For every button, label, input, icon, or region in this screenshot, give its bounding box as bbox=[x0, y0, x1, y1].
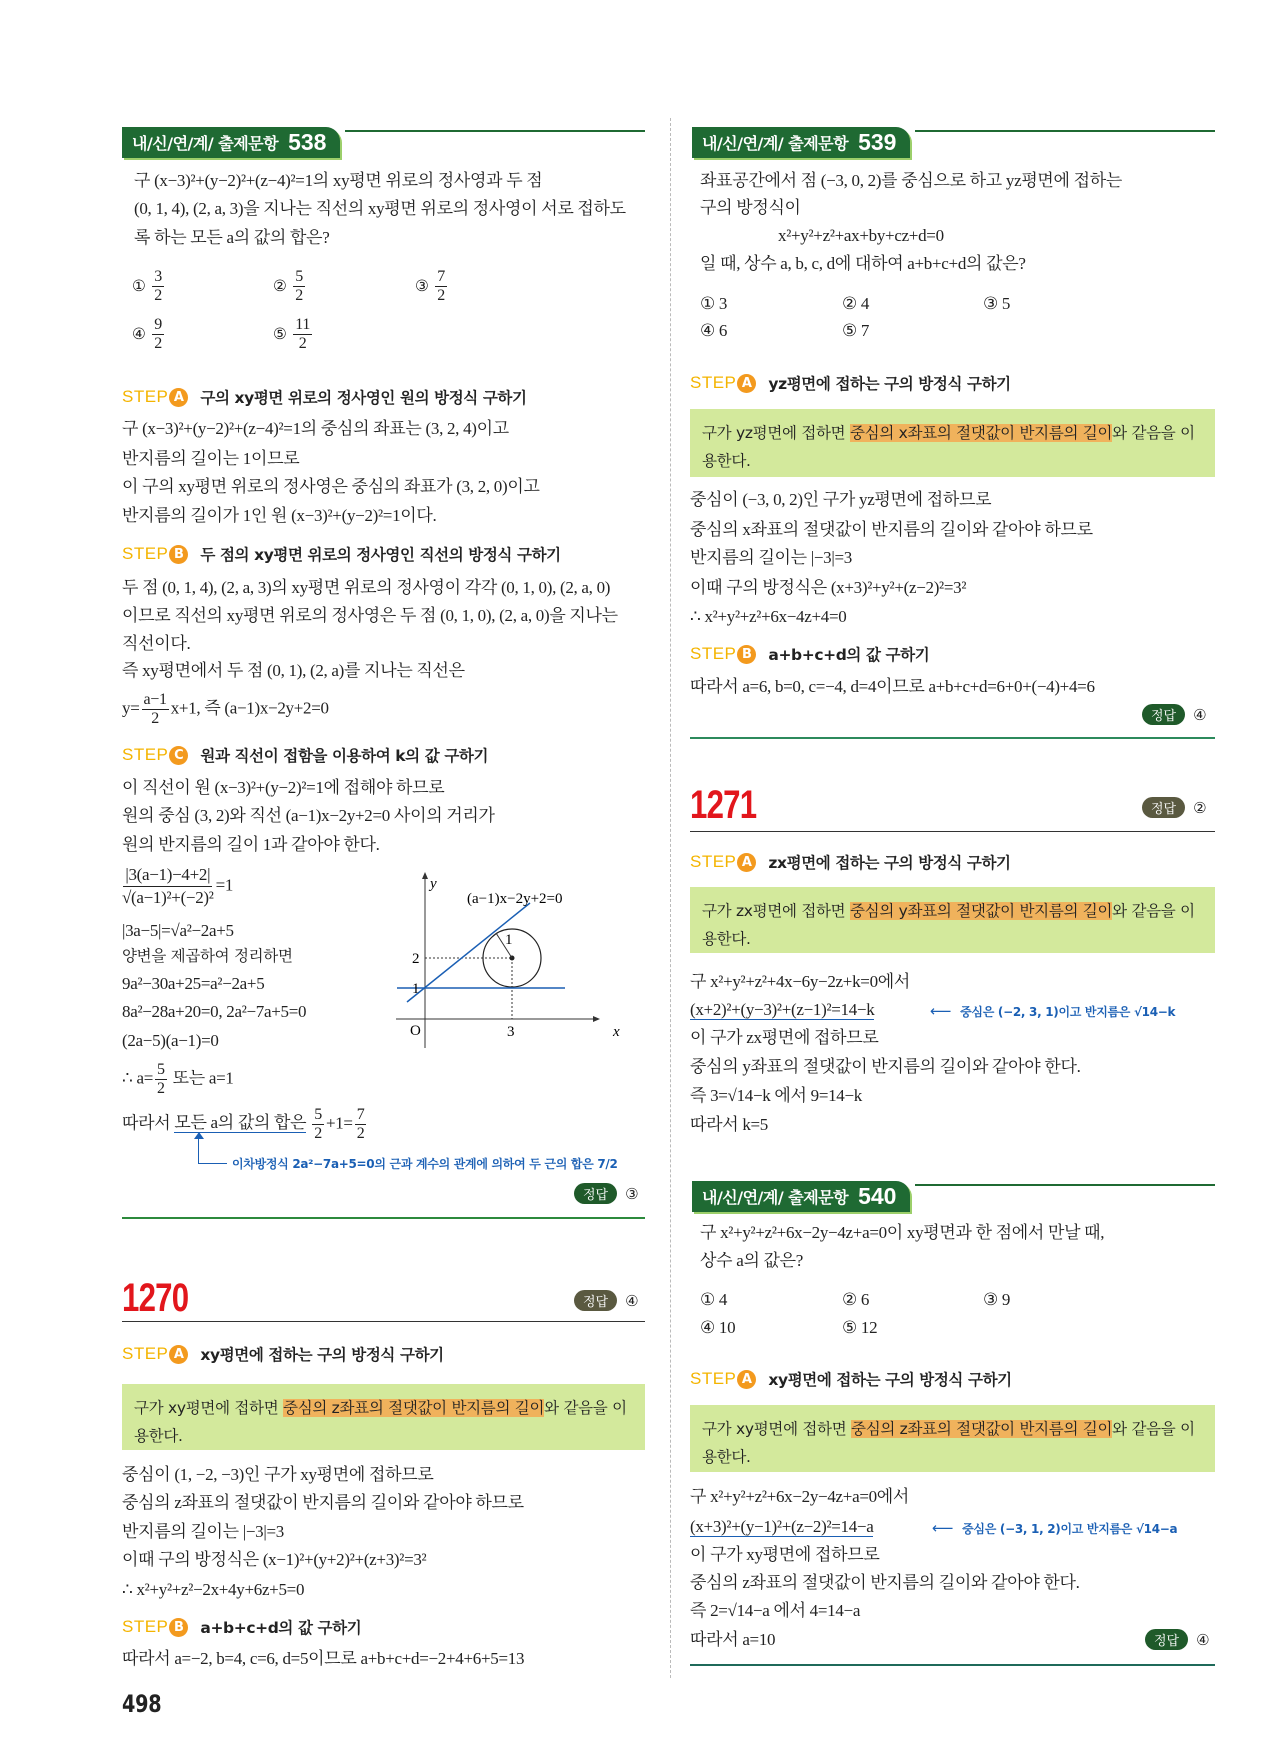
eq-prefix: y= bbox=[122, 698, 140, 718]
solution-line: 이 구의 xy평면 위로의 정사영은 중심의 좌표가 (3, 2, 0)이고 bbox=[122, 477, 540, 496]
step-letter-badge: B bbox=[737, 645, 756, 664]
fraction bbox=[155, 1061, 167, 1098]
choice-mark: ② bbox=[273, 277, 287, 295]
choice-mark: ④ bbox=[132, 325, 146, 343]
highlighted-text: 중심의 y좌표의 절댓값이 반지름의 길이 bbox=[849, 902, 1113, 920]
step-a-heading bbox=[690, 1368, 1012, 1390]
solution-line: 이므로 직선의 xy평면 위로의 정사영은 두 점 (0, 1, 0), (2, a, 0)을 지나는 bbox=[122, 606, 618, 625]
highlighted-text: 중심의 x좌표의 절댓값이 반지름의 길이 bbox=[849, 424, 1113, 442]
answer-indicator bbox=[1142, 704, 1207, 725]
step-letter-badge: B bbox=[169, 1618, 188, 1637]
solution-line: 8a²−28a+20=0, 2a²−7a+5=0 bbox=[122, 1002, 307, 1021]
step-label: STEP bbox=[122, 387, 169, 406]
choice-3[interactable]: ③ 5 bbox=[983, 294, 1011, 313]
choice-2[interactable]: ② 4 bbox=[842, 294, 870, 313]
question-line: 구의 방정식이 bbox=[700, 198, 801, 217]
underlined-text: 모든 a의 값의 합은 bbox=[174, 1113, 307, 1133]
numerator: 5 bbox=[295, 268, 303, 285]
line-equation bbox=[122, 691, 329, 728]
text: 따라서 bbox=[122, 1113, 175, 1133]
question-line: 구 x²+y²+z²+6x−2y−4z+a=0이 xy평면과 한 점에서 만날 때, bbox=[700, 1223, 1105, 1242]
solution-line: 따라서 a=10 bbox=[690, 1630, 776, 1649]
y-axis-arrow-icon bbox=[422, 872, 428, 879]
choice-2[interactable] bbox=[273, 268, 307, 305]
choice-3[interactable] bbox=[415, 268, 449, 305]
column-divider bbox=[670, 118, 671, 1678]
fraction bbox=[122, 864, 214, 909]
numerator: 9 bbox=[154, 316, 162, 333]
solution-line: 따라서 a=−2, b=4, c=6, d=5이므로 a+b+c+d=−2+4+6+5=13 bbox=[122, 1649, 525, 1668]
annotation-note bbox=[932, 1519, 1177, 1537]
underlined-text: (x+2)²+(y−3)²+(z−1)²=14−k bbox=[690, 1000, 875, 1019]
highlighted-text: 중심의 z좌표의 절댓값이 반지름의 길이 bbox=[851, 1420, 1113, 1438]
section-rule bbox=[690, 831, 1215, 832]
x-axis-arrow-icon bbox=[593, 1016, 600, 1022]
choice-4[interactable]: ④ 10 bbox=[700, 1318, 736, 1337]
note-text: 중심은 (−2, 3, 1)이고 반지름은 √14−k bbox=[960, 1005, 1176, 1019]
header-label: 내/신/연/계/ 출제문항 bbox=[702, 1188, 849, 1207]
choice-mark: ① bbox=[132, 277, 146, 295]
step-title: xy평면에 접하는 구의 방정식 구하기 bbox=[768, 1371, 1012, 1389]
solution-line: 반지름의 길이는 1이므로 bbox=[122, 449, 300, 468]
step-label: STEP bbox=[122, 544, 169, 563]
solution-line: 이 구가 zx평면에 접하므로 bbox=[690, 1028, 879, 1047]
numerator: |3(a−1)−4+2| bbox=[123, 864, 212, 887]
solution-line: 구 (x−3)²+(y−2)²+(z−4)²=1의 중심의 좌표는 (3, 2, 4)이고 bbox=[122, 419, 509, 438]
numerator: a−1 bbox=[143, 691, 167, 708]
text: 구가 yz평면에 접하면 bbox=[702, 424, 850, 442]
step-label: STEP bbox=[690, 644, 737, 663]
solution-line: 반지름의 길이가 1인 원 (x−3)²+(y−2)²=1이다. bbox=[122, 506, 437, 525]
text: ∴ a= bbox=[122, 1068, 153, 1088]
solution-line: 원의 중심 (3, 2)와 직선 (a−1)x−2y+2=0 사이의 거리가 bbox=[122, 806, 495, 825]
problem-539-header bbox=[692, 127, 910, 158]
x-axis-label: x bbox=[613, 1024, 620, 1040]
step-title: 원과 직선이 접함을 이용하여 k의 값 구하기 bbox=[200, 747, 489, 765]
note-text: 중심은 (−3, 1, 2)이고 반지름은 √14−a bbox=[962, 1522, 1178, 1536]
answer-indicator bbox=[1145, 1629, 1210, 1650]
problem-number-1271: 1271 bbox=[690, 783, 757, 827]
y-tick-label: 1 bbox=[412, 981, 420, 997]
choice-5[interactable]: ⑤ 7 bbox=[842, 321, 870, 340]
eq-suffix: x+1, 즉 (a−1)x−2y+2=0 bbox=[170, 698, 329, 718]
header-rule bbox=[915, 1184, 1215, 1186]
numerator: 7 bbox=[437, 268, 445, 285]
answer-badge: 정답 bbox=[574, 1290, 617, 1311]
numerator: 5 bbox=[157, 1061, 165, 1078]
solution-line: 따라서 a=6, b=0, c=−4, d=4이므로 a+b+c+d=6+0+(−4)+4=6 bbox=[690, 677, 1095, 696]
solution-line: 이 직선이 원 (x−3)²+(y−2)²=1에 접해야 하므로 bbox=[122, 778, 445, 797]
fraction bbox=[142, 691, 169, 728]
step-b-heading bbox=[122, 1616, 361, 1638]
denominator: 2 bbox=[154, 335, 162, 352]
denominator: 2 bbox=[314, 1125, 322, 1142]
header-rule bbox=[915, 130, 1215, 132]
text: 구가 zx평면에 접하면 bbox=[702, 902, 850, 920]
solution-line: 따라서 k=5 bbox=[690, 1115, 769, 1134]
answer-indicator bbox=[1142, 797, 1207, 818]
step-letter-badge: A bbox=[169, 1345, 188, 1364]
question-equation: x²+y²+z²+ax+by+cz+d=0 bbox=[778, 226, 944, 245]
section-rule bbox=[122, 1321, 645, 1322]
step-title: 두 점의 xy평면 위로의 정사영인 직선의 방정식 구하기 bbox=[200, 546, 561, 564]
choice-1[interactable] bbox=[132, 268, 166, 305]
fraction bbox=[312, 1106, 324, 1143]
step-label: STEP bbox=[690, 852, 737, 871]
choice-3[interactable]: ③ 9 bbox=[983, 1290, 1011, 1309]
solution-line: 즉 3=√14−k 에서 9=14−k bbox=[690, 1086, 862, 1105]
question-line: 구 (x−3)²+(y−2)²+(z−4)²=1의 xy평면 위로의 정사영과 두 점 bbox=[134, 171, 543, 190]
solution-line: 중심이 (1, −2, −3)인 구가 xy평면에 접하므로 bbox=[122, 1465, 434, 1484]
denominator: 2 bbox=[295, 287, 303, 304]
text: 와 같음을 이용한다. bbox=[702, 1420, 1195, 1466]
page-number: 498 bbox=[122, 1690, 162, 1718]
note-arrowhead-icon bbox=[194, 1132, 204, 1139]
answer-value: ③ bbox=[625, 1184, 639, 1203]
answer-badge: 정답 bbox=[574, 1183, 617, 1204]
step-label: STEP bbox=[122, 1617, 169, 1636]
solution-line: 9a²−30a+25=a²−2a+5 bbox=[122, 974, 265, 993]
answer-value: ④ bbox=[1193, 705, 1207, 724]
origin-label: O bbox=[410, 1023, 421, 1039]
step-title: a+b+c+d의 값 구하기 bbox=[200, 1619, 362, 1637]
text: 구가 xy평면에 접하면 bbox=[134, 1399, 284, 1417]
arrow-left-icon: ⟵ bbox=[932, 1519, 963, 1537]
solution-line: 이때 구의 방정식은 (x+3)²+y²+(z−2)²=3² bbox=[690, 578, 967, 597]
solution-line: 중심의 y좌표의 절댓값이 반지름의 길이와 같아야 한다. bbox=[690, 1057, 1081, 1076]
problem-number: 540 bbox=[858, 1183, 897, 1209]
step-label: STEP bbox=[122, 1344, 169, 1363]
step-label: STEP bbox=[690, 373, 737, 392]
hint-box bbox=[690, 409, 1215, 477]
answer-badge: 정답 bbox=[1145, 1629, 1188, 1650]
choice-1[interactable]: ① 3 bbox=[700, 294, 728, 313]
step-c-heading bbox=[122, 744, 488, 766]
solution-line: 이 구가 xy평면에 접하므로 bbox=[690, 1545, 880, 1564]
header-label: 내/신/연/계/ 출제문항 bbox=[132, 134, 279, 153]
solution-line: 즉 xy평면에서 두 점 (0, 1), (2, a)를 지나는 직선은 bbox=[122, 661, 465, 680]
step-letter-badge: A bbox=[737, 853, 756, 872]
step-label: STEP bbox=[690, 1369, 737, 1388]
denominator: 2 bbox=[356, 1125, 365, 1142]
numerator: 11 bbox=[295, 316, 311, 333]
solution-line: ∴ x²+y²+z²+6x−4z+4=0 bbox=[690, 607, 847, 626]
step-title: 구의 xy평면 위로의 정사영인 원의 방정식 구하기 bbox=[200, 389, 527, 407]
step-label: STEP bbox=[122, 745, 169, 764]
section-rule bbox=[690, 1664, 1215, 1666]
y-tick-label: 2 bbox=[412, 951, 420, 967]
choice-5[interactable]: ⑤ 12 bbox=[842, 1318, 878, 1337]
step-a-heading bbox=[690, 372, 1011, 394]
fraction bbox=[293, 316, 312, 353]
denominator: 2 bbox=[154, 287, 162, 304]
therefore-line bbox=[122, 1061, 234, 1098]
numerator: 3 bbox=[154, 268, 162, 285]
choice-4[interactable]: ④ 6 bbox=[700, 321, 728, 340]
solution-line: 중심의 z좌표의 절댓값이 반지름의 길이와 같아야 한다. bbox=[690, 1573, 1080, 1592]
problem-540-header bbox=[692, 1181, 910, 1212]
solution-line: 즉 2=√14−a 에서 4=14−a bbox=[690, 1601, 861, 1620]
problem-538-header bbox=[122, 127, 340, 158]
step-letter-badge: A bbox=[737, 374, 756, 393]
question-line: 상수 a의 값은? bbox=[700, 1251, 804, 1270]
denominator: 2 bbox=[157, 1080, 165, 1097]
choice-mark: ③ bbox=[415, 277, 429, 295]
solution-line: 중심이 (−3, 0, 2)인 구가 yz평면에 접하므로 bbox=[690, 490, 992, 509]
fraction bbox=[293, 268, 305, 305]
arrow-left-icon: ⟵ bbox=[930, 1002, 961, 1020]
step-letter-badge: A bbox=[169, 388, 188, 407]
text: 와 같음을 이용한다. bbox=[134, 1399, 627, 1445]
answer-badge: 정답 bbox=[1142, 704, 1185, 725]
choice-4[interactable] bbox=[132, 316, 166, 353]
problem-number: 539 bbox=[858, 129, 897, 155]
radius-label: 1 bbox=[505, 932, 513, 948]
solution-line: 두 점 (0, 1, 4), (2, a, 3)의 xy평면 위로의 정사영이 각각 (0, 1, 0), (2, a, 0) bbox=[122, 578, 611, 597]
text: 와 같음을 이용한다. bbox=[702, 902, 1195, 948]
annotation-note: 이차방정식 2a²−7a+5=0의 근과 계수의 관계에 의하여 두 근의 합은 7/2 bbox=[232, 1157, 618, 1171]
hint-box bbox=[122, 1384, 645, 1450]
highlighted-text: 중심의 z좌표의 절댓값이 반지름의 길이 bbox=[283, 1399, 545, 1417]
step-a-heading bbox=[122, 386, 527, 408]
step-title: zx평면에 접하는 구의 방정식 구하기 bbox=[768, 854, 1011, 872]
x-tick-label: 3 bbox=[507, 1024, 515, 1040]
hint-box bbox=[690, 887, 1215, 953]
step-title: yz평면에 접하는 구의 방정식 구하기 bbox=[768, 375, 1011, 393]
denominator: 2 bbox=[437, 287, 445, 304]
step-letter-badge: A bbox=[737, 1370, 756, 1389]
step-b-heading bbox=[122, 543, 561, 565]
question-line: 좌표공간에서 점 (−3, 0, 2)를 중심으로 하고 yz평면에 접하는 bbox=[700, 171, 1122, 190]
text: 와 같음을 이용한다. bbox=[702, 424, 1195, 470]
solution-line bbox=[690, 999, 874, 1021]
section-rule bbox=[122, 1217, 645, 1219]
answer-value: ④ bbox=[1196, 1630, 1210, 1649]
fraction bbox=[435, 268, 447, 305]
choice-2[interactable]: ② 6 bbox=[842, 1290, 870, 1309]
denominator: 2 bbox=[151, 710, 159, 727]
answer-value: ② bbox=[1193, 798, 1207, 817]
distance-equation bbox=[120, 864, 233, 909]
choice-mark: ⑤ bbox=[273, 325, 287, 343]
answer-value: ④ bbox=[625, 1291, 639, 1310]
solution-line: 이때 구의 방정식은 (x−1)²+(y+2)²+(z+3)²=3² bbox=[122, 1550, 427, 1569]
denominator: 2 bbox=[298, 335, 307, 352]
answer-badge: 정답 bbox=[1142, 797, 1185, 818]
underlined-text: (x+3)²+(y−1)²+(z−2)²=14−a bbox=[690, 1517, 874, 1536]
solution-line: 반지름의 길이는 |−3|=3 bbox=[122, 1522, 284, 1541]
choice-5[interactable] bbox=[273, 316, 314, 353]
denominator: √(a−1)²+(−2)² bbox=[122, 888, 214, 907]
solution-line: 구 x²+y²+z²+4x−6y−2z+k=0에서 bbox=[690, 972, 911, 991]
text: 또는 a=1 bbox=[168, 1068, 234, 1088]
header-rule bbox=[345, 130, 645, 132]
fraction bbox=[152, 316, 164, 353]
tangent-graph bbox=[380, 860, 620, 1050]
question-line: 록 하는 모든 a의 값의 합은? bbox=[134, 228, 330, 247]
solution-line: 중심의 x좌표의 절댓값이 반지름의 길이와 같아야 하므로 bbox=[690, 520, 1093, 539]
numerator: 7 bbox=[356, 1106, 365, 1123]
fraction bbox=[355, 1106, 367, 1143]
problem-number-1270: 1270 bbox=[122, 1276, 189, 1320]
step-title: xy평면에 접하는 구의 방정식 구하기 bbox=[200, 1346, 444, 1364]
solution-line: 중심의 z좌표의 절댓값이 반지름의 길이와 같아야 하므로 bbox=[122, 1493, 524, 1512]
solution-line: 직선이다. bbox=[122, 634, 191, 653]
step-letter-badge: C bbox=[169, 746, 188, 765]
eq-rhs: =1 bbox=[215, 875, 234, 895]
answer-indicator bbox=[574, 1183, 639, 1204]
solution-line: 원의 반지름의 길이 1과 같아야 한다. bbox=[122, 835, 380, 854]
numerator: 5 bbox=[314, 1106, 322, 1123]
step-b-heading bbox=[690, 643, 929, 665]
text: +1= bbox=[325, 1113, 353, 1133]
header-label: 내/신/연/계/ 출제문항 bbox=[702, 134, 849, 153]
solution-line: 반지름의 길이는 |−3|=3 bbox=[690, 548, 852, 567]
solution-line: |3a−5|=√a²−2a+5 bbox=[122, 921, 234, 940]
solution-line: 구 x²+y²+z²+6x−2y−4z+a=0에서 bbox=[690, 1487, 910, 1506]
step-a-heading bbox=[122, 1343, 444, 1365]
solution-line: (2a−5)(a−1)=0 bbox=[122, 1031, 219, 1050]
solution-line: ∴ x²+y²+z²−2x+4y+6z+5=0 bbox=[122, 1580, 305, 1599]
annotation-note bbox=[930, 1002, 1175, 1020]
question-line: (0, 1, 4), (2, a, 3)을 지나는 직선의 xy평면 위로의 정사영이 서로 접하도 bbox=[134, 199, 626, 218]
choice-1[interactable]: ① 4 bbox=[700, 1290, 728, 1309]
y-axis-label: y bbox=[430, 876, 437, 892]
text: 구가 xy평면에 접하면 bbox=[702, 1420, 852, 1438]
conclusion-line bbox=[122, 1106, 368, 1143]
note-arrow bbox=[198, 1136, 227, 1164]
question-line: 일 때, 상수 a, b, c, d에 대하여 a+b+c+d의 값은? bbox=[700, 254, 1026, 273]
fraction bbox=[152, 268, 164, 305]
section-rule bbox=[690, 737, 1215, 739]
hint-box bbox=[690, 1405, 1215, 1472]
answer-indicator bbox=[574, 1290, 639, 1311]
solution-line bbox=[690, 1516, 873, 1538]
step-a-heading bbox=[690, 851, 1011, 873]
step-letter-badge: B bbox=[169, 545, 188, 564]
step-title: a+b+c+d의 값 구하기 bbox=[768, 646, 930, 664]
solution-line: 양변을 제곱하여 정리하면 bbox=[122, 947, 293, 965]
line-equation-label: (a−1)x−2y+2=0 bbox=[467, 891, 563, 907]
problem-number: 538 bbox=[288, 129, 327, 155]
